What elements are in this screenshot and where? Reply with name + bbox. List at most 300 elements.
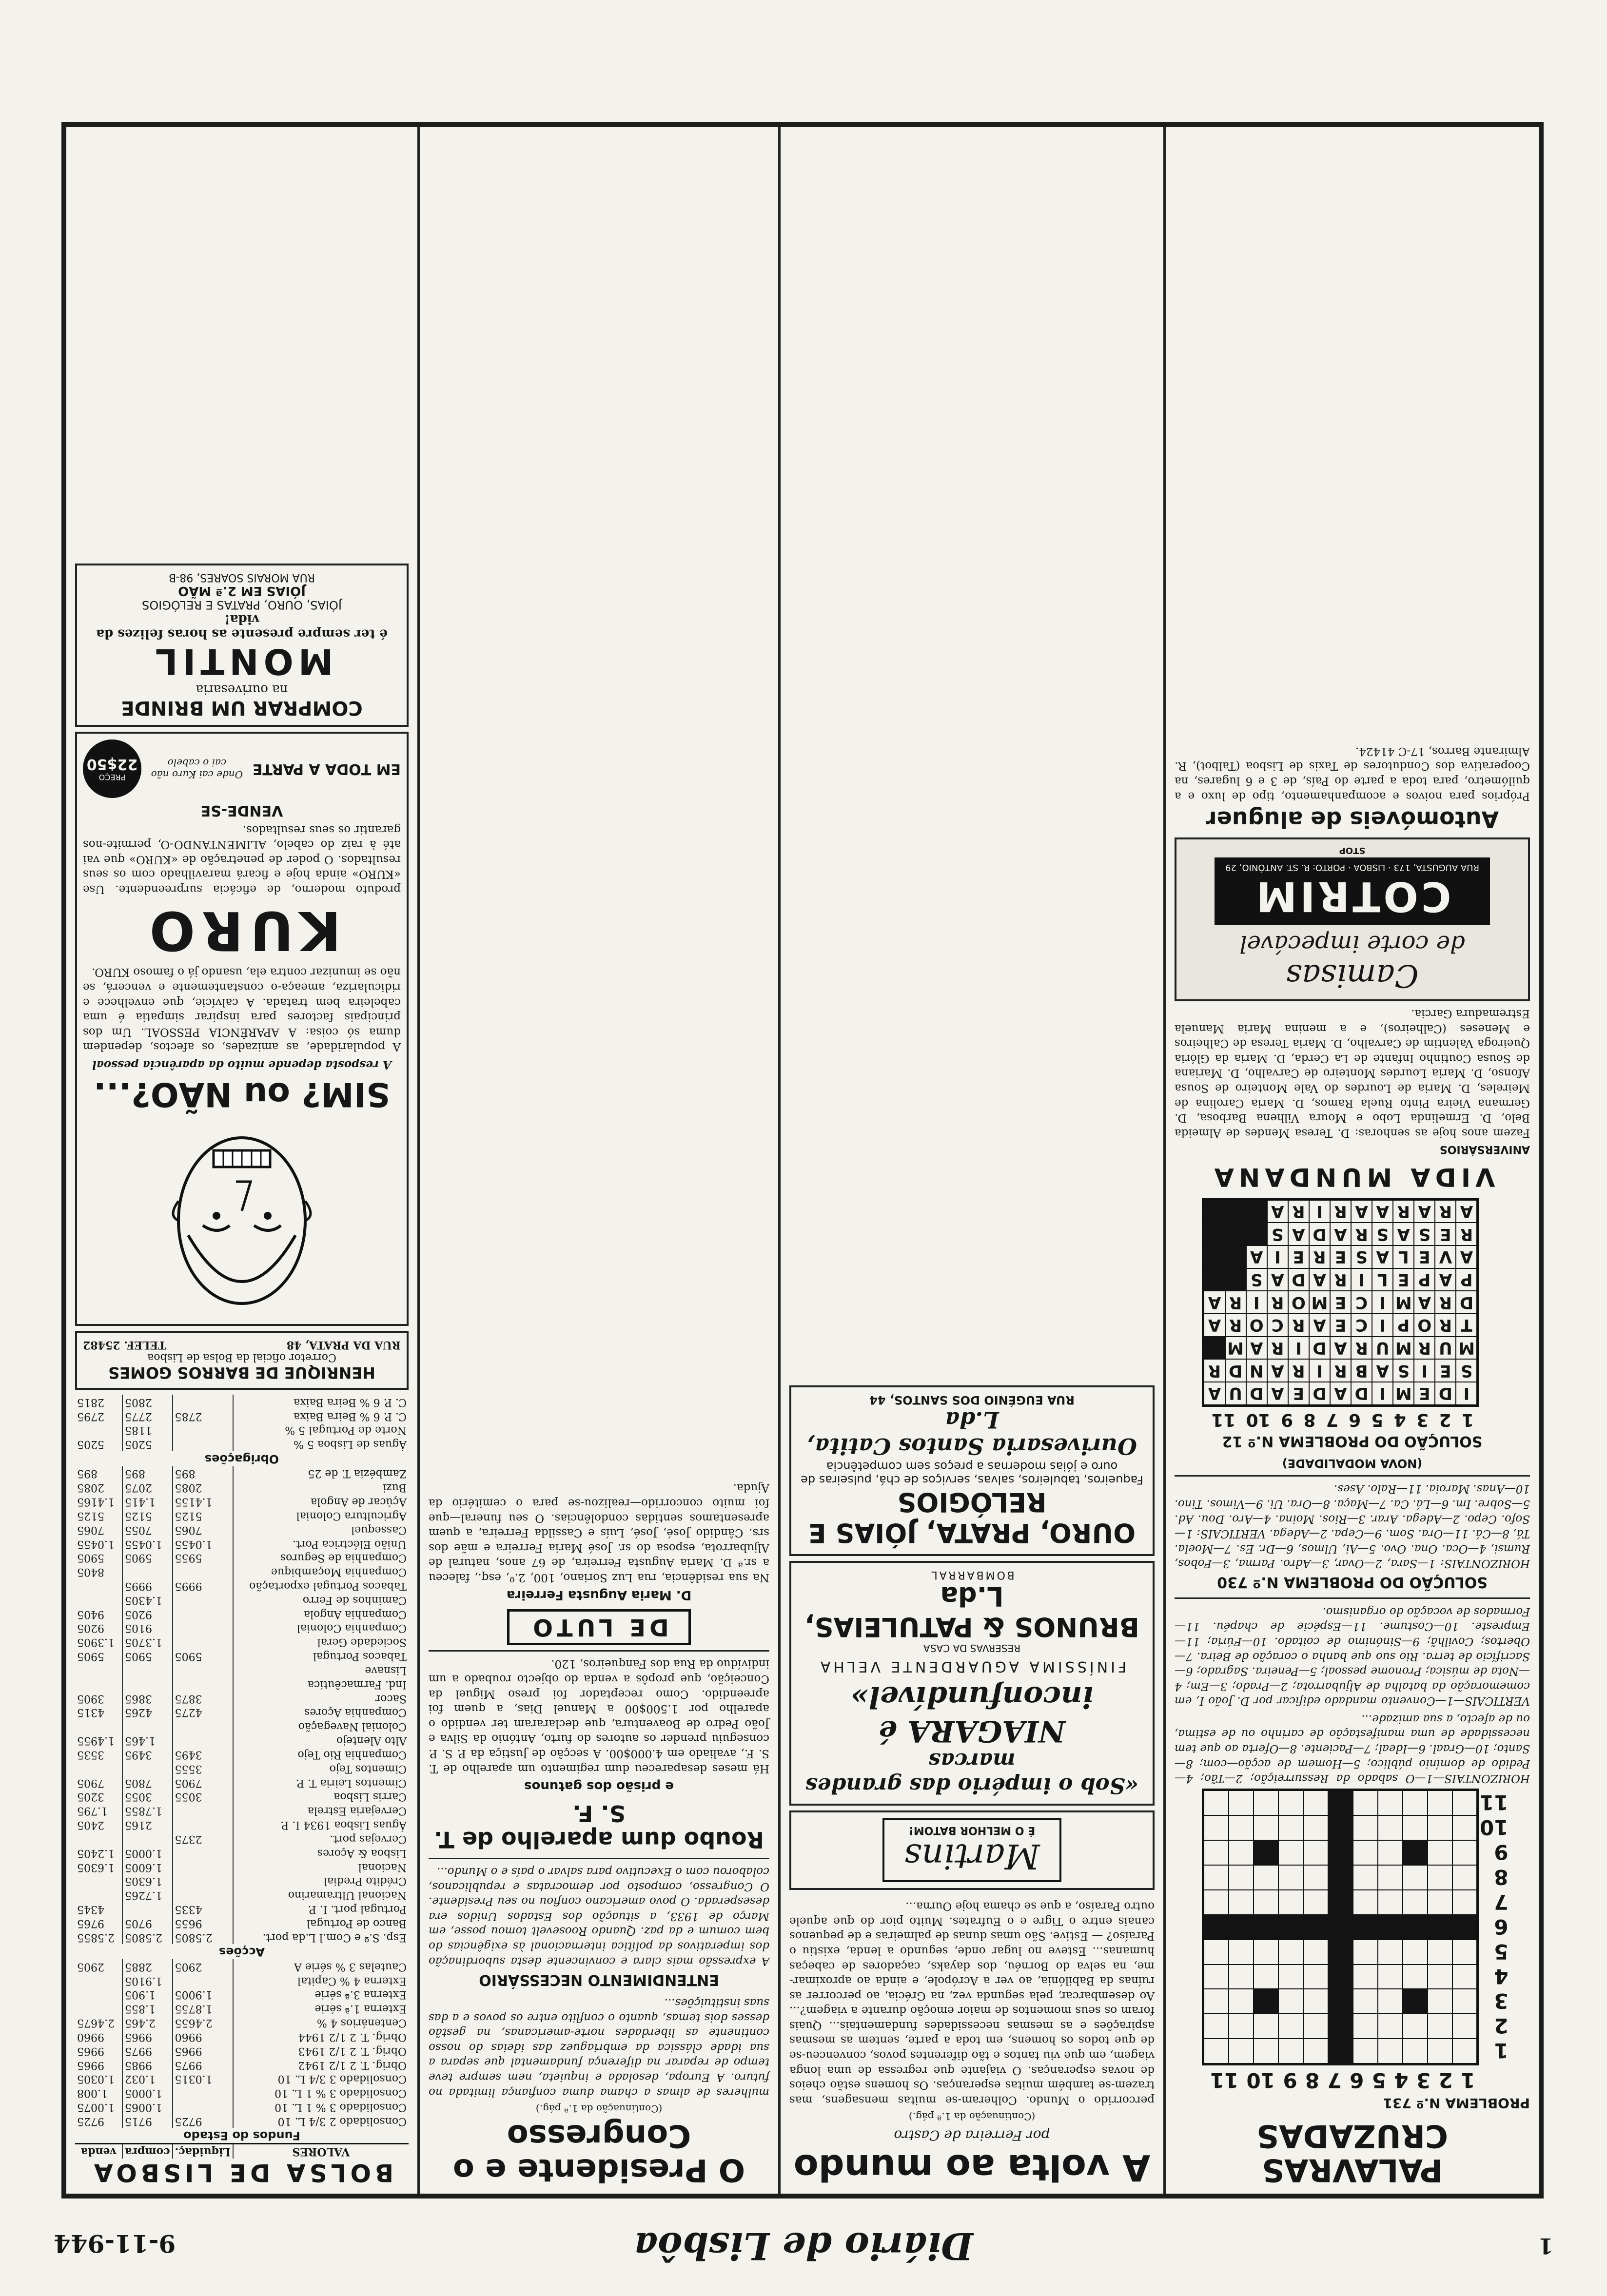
solution-12-cell: E — [1414, 1245, 1435, 1268]
solution-12-column-number: 4 — [1393, 1409, 1406, 1430]
bolsa-price: 1.3905 — [77, 1636, 115, 1649]
crossword-column-number: 2 — [1438, 2068, 1453, 2093]
bolsa-price: 1.415 — [122, 1494, 173, 1508]
solution-12-cell: D — [1456, 1291, 1477, 1314]
broker-phone: TELEF. 25482 — [83, 1338, 166, 1351]
cotrim-address: RUA AUGUSTA, 173 · LISBOA · PORTO: R. ST. ANTÓNIO, 29 — [1225, 862, 1479, 873]
crossword-cell — [1452, 1865, 1477, 1890]
niagara-place: BOMBARRAL — [929, 1568, 1015, 1581]
solution-12-cell: R — [1330, 1268, 1351, 1291]
crossword-cell — [1254, 1915, 1278, 1940]
bolsa-price: 3865 — [122, 1691, 173, 1705]
solution-12-cell: A — [1267, 1359, 1288, 1382]
bolsa-price: 2405 — [77, 1819, 104, 1831]
bolsa-row — [75, 2114, 409, 2128]
crossword-cell — [1254, 2039, 1278, 2063]
crossword-731 — [1196, 1789, 1509, 2092]
solution-12-cell: I — [1267, 1245, 1288, 1268]
solution-12-cell: E — [1330, 1291, 1351, 1314]
bolsa-price: 7055 — [122, 1522, 173, 1537]
solution-12-cell: R — [1288, 1314, 1309, 1337]
crossword-cell — [1303, 1840, 1328, 1865]
crossword-cell — [1204, 1815, 1229, 1840]
bolsa-price: 1.9105 — [122, 1973, 173, 1987]
solution-12-cell: S — [1456, 1359, 1477, 1382]
bolsa-row — [75, 1803, 409, 1817]
crossword-cell — [1428, 2039, 1452, 2063]
bolsa-price: 7065 — [77, 1523, 104, 1536]
bolsa-price: 1.4955 — [77, 1734, 115, 1747]
crossword-cell — [1353, 1865, 1378, 1890]
crossword-cell — [1378, 1915, 1403, 1940]
bolsa-price: 1.0455 — [122, 1537, 173, 1551]
bolsa-security-name: Consolidado 3 % 1 L. 10 — [233, 2085, 409, 2100]
solution-12-cell: A — [1246, 1337, 1267, 1360]
bolsa-price: 2815 — [77, 1396, 104, 1408]
bolsa-price: 9965 — [173, 2043, 233, 2058]
solution-12-cell: A — [1204, 1382, 1225, 1405]
solution-12-cell: S — [1414, 1223, 1435, 1245]
crossword-row-number: 3 — [1494, 1989, 1509, 2013]
solution-12-cell: L — [1372, 1268, 1393, 1291]
solution-12-cell: I — [1372, 1382, 1393, 1405]
crossword-cell — [1328, 1989, 1353, 2014]
bolsa-col-valores: VALORES — [233, 2144, 409, 2159]
solution-12-cell: M — [1309, 1291, 1330, 1314]
entendimento-text: A expressão mais clara e convincente desta subordinação dos imperativos da política internacional às exigências do bem comum e da paz. Quando Roosevelt tomou posse, em Março de 1933, a situação dos Estados Unidos era desesperada. O povo americano confiou no seu Presidente. O Congresso, composto por democratas e republicanos, colaborou com o Executivo para salvar o país e o Mundo... — [429, 1865, 769, 1967]
bolsa-row — [75, 1846, 409, 1860]
bolsa-price: 2905 — [173, 1959, 233, 1973]
crossword-cell — [1254, 1815, 1278, 1840]
crossword-cell — [1403, 1890, 1428, 1915]
bolsa-row — [75, 1649, 409, 1663]
solution-12-cell: I — [1309, 1200, 1330, 1223]
bolsa-price: 2085 — [77, 1481, 104, 1494]
bolsa-security-name: Obrig. T. 2 1/2 1942 — [233, 2058, 409, 2072]
bolsa-price: 1.032 — [122, 2072, 173, 2086]
crossword-cell — [1353, 1940, 1378, 1965]
bolsa-price: 4345 — [77, 1903, 104, 1916]
bolsa-security-name: Centenários 4 % — [233, 2015, 409, 2029]
solution-12-cell — [1225, 1200, 1246, 1223]
patisserie-script: Martins — [904, 1836, 1040, 1876]
patisserie-ad — [789, 1810, 1155, 1890]
solution-12-cell — [1204, 1268, 1225, 1291]
bolsa-security-name: Águas de Lisboa 5 % — [233, 1437, 409, 1451]
bolsa-row — [75, 2001, 409, 2015]
bolsa-security-name: Zambézia T. de 25 — [233, 1466, 409, 1480]
bolsa-row — [75, 1902, 409, 1916]
bolsa-security-name: Banco de Portugal — [233, 1916, 409, 1930]
solution-12-cell: R — [1456, 1223, 1477, 1245]
solution-12-cell: A — [1246, 1245, 1267, 1268]
bolsa-price: 1.7855 — [122, 1803, 173, 1817]
crossword-cell — [1278, 1790, 1303, 1815]
solution-12-cell: R — [1435, 1314, 1456, 1337]
bolsa-price: 5905 — [122, 1649, 173, 1663]
bolsa-price: 2885 — [122, 1959, 173, 1973]
bolsa-price: 3875 — [173, 1691, 233, 1705]
bolsa-row — [75, 1860, 409, 1874]
bolsa-security-name: Cervejas port. — [233, 1831, 409, 1846]
bolsa-row — [75, 1551, 409, 1565]
crossword-cell — [1428, 1940, 1452, 1965]
divider — [1175, 1475, 1530, 1477]
kuro-caption: Onde cai Kuro não cai o cabelo — [151, 757, 243, 781]
solution-12-cell: U — [1225, 1382, 1246, 1405]
crossword-cell — [1428, 1790, 1452, 1815]
bolsa-price: 2375 — [173, 1831, 233, 1846]
crossword-cell — [1328, 1890, 1353, 1915]
crossword-column-number: 3 — [1416, 2068, 1431, 2093]
bolsa-row — [75, 1817, 409, 1831]
cotrim-logo-block — [1215, 857, 1490, 925]
patisserie-logo-box — [882, 1818, 1061, 1882]
bolsa-price — [173, 1634, 233, 1649]
bolsa-price: 5905 — [122, 1551, 173, 1565]
divider — [429, 1858, 769, 1859]
solution-12-column-numbers — [1206, 1410, 1479, 1430]
bolsa-row — [75, 1973, 409, 1987]
bolsa-price: 2.5805 — [173, 1930, 233, 1944]
bolsa-col-compra: compra — [122, 2144, 173, 2159]
bolsa-row — [75, 2072, 409, 2086]
bolsa-security-name: Colonial Navegação — [233, 1719, 409, 1733]
sim-nao-title: SIM? ou NÃO?... — [93, 1074, 391, 1113]
montil-line1: COMPRAR UM BRINDE — [121, 697, 363, 720]
solution-12-cell: U — [1435, 1337, 1456, 1360]
bolsa-price: 9725 — [77, 2115, 104, 2127]
crossword-cell — [1229, 1940, 1254, 1965]
bolsa-price: 1.0315 — [173, 2072, 233, 2086]
crossword-vertical-clues: VERTICAIS—1—Convento mandado edificar por D. João I, em comemoração da batalha de Aljubarrota; 2—Prado; 3—Em; 4—Nota de música; Pronome pessoal; 5—Peneira. Sagrado; 6—Sacrifício de terra. Rio suo que banha o coração de Beira. 7—Obertos; Covilhã; 9—Sinónimo de coitado. 10—Fúria; 11—Empreste. 10—Costume. 11—Espécie de chapéu. 11—Formados de vocação do organismo. — [1175, 1605, 1530, 1708]
montil-line5: JÓIAS EM 2.ª MÃO — [178, 584, 306, 599]
ourivesaria-address: RUA EUGÉNIO DOS SANTOS, 44 — [869, 1393, 1075, 1407]
bolsa-row — [75, 1887, 409, 1902]
solution-12-column-number: 10 — [1246, 1409, 1271, 1430]
bolsa-security-name: Buzi — [233, 1480, 409, 1494]
crossword-cell — [1378, 1865, 1403, 1890]
bolsa-price: 2.4655 — [173, 2015, 233, 2029]
divider — [1175, 1597, 1530, 1599]
bolsa-col-venda: venda — [75, 2144, 122, 2159]
bolsa-price: 5905 — [173, 1649, 233, 1663]
news-column — [417, 127, 778, 2194]
bolsa-row — [75, 1761, 409, 1775]
bolsa-security-name: Esp. S.º e Com.l L.da port. — [233, 1930, 409, 1944]
bolsa-security-name: Açúcar de Angola — [233, 1494, 409, 1508]
solution-12-cell: R — [1435, 1291, 1456, 1314]
cotrim-brand: COTRIM — [1253, 872, 1451, 920]
bolsa-security-name: Sociedade Geral — [233, 1634, 409, 1649]
solution-12-cell — [1246, 1223, 1267, 1245]
bolsa-price: 5125 — [77, 1509, 104, 1522]
bolsa-price: 5125 — [173, 1508, 233, 1522]
solution-12-cell — [1246, 1200, 1267, 1223]
bolsa-security-name: Caminhos de Ferro — [233, 1593, 409, 1607]
bolsa-price: 1.7265 — [122, 1887, 173, 1902]
crossword-cell — [1452, 2039, 1477, 2063]
roubo-title: Roubo dum aparelho de T. S. F. — [434, 1800, 764, 1853]
crossword-cell — [1254, 1840, 1278, 1865]
bolsa-security-name: Alto Alentejo — [233, 1733, 409, 1747]
crossword-cell — [1328, 1840, 1353, 1865]
bolsa-price — [122, 1761, 173, 1775]
bolsa-price: 2905 — [77, 1960, 104, 1973]
crossword-cell — [1353, 1989, 1378, 2014]
solution-12-cell: A — [1309, 1268, 1330, 1291]
crossword-cell — [1278, 1815, 1303, 1840]
bolsa-price — [173, 1437, 233, 1451]
bolsa-security-name: Carris Lisboa — [233, 1790, 409, 1804]
kuro-price-badge — [83, 739, 141, 798]
bolsa-price: 2.5855 — [77, 1931, 115, 1944]
crossword-row-number: 10 — [1480, 1815, 1509, 1840]
crossword-column-number: 6 — [1350, 2068, 1364, 2093]
crossword-column-numbers — [1206, 2068, 1479, 2092]
bolsa-security-name: Tabacos Portugal — [233, 1649, 409, 1663]
solution-12-cell: E — [1330, 1314, 1351, 1337]
kuro-brand: KURO — [142, 899, 341, 962]
broker-ad — [75, 1331, 409, 1390]
crossword-cell — [1278, 1915, 1303, 1940]
bolsa-price: 1.465 — [122, 1733, 173, 1747]
crossword-cell — [1303, 1965, 1328, 1989]
bolsa-row — [75, 2085, 409, 2100]
bolsa-price — [75, 1874, 122, 1888]
bolsa-price — [122, 1902, 173, 1916]
solution-12-cell: A — [1351, 1200, 1372, 1223]
crossword-cell — [1204, 1890, 1229, 1915]
bolsa-row — [75, 1987, 409, 2002]
bolsa-security-name: União Eléctrica Port. — [233, 1537, 409, 1551]
bolsa-price — [173, 1663, 233, 1677]
niagara-line3: FINÍSSIMA AGUARDENTE VELHA — [817, 1657, 1127, 1675]
broker-name: HENRIQUE DE BARROS GOMES — [108, 1363, 375, 1382]
crossword-cell — [1378, 1940, 1403, 1965]
bolsa-price: 3905 — [77, 1692, 104, 1705]
crossword-row-number: 4 — [1494, 1964, 1509, 1988]
crossword-cell — [1353, 1915, 1378, 1940]
crossword-cell — [1378, 2014, 1403, 2039]
bolsa-row — [75, 1790, 409, 1804]
crossword-row-number: 11 — [1480, 1790, 1509, 1815]
crossword-cell — [1428, 1915, 1452, 1940]
solution-12-cell: M — [1225, 1337, 1246, 1360]
bolsa-price: 1.0075 — [77, 2101, 115, 2114]
solution-12-cell: E — [1435, 1223, 1456, 1245]
bolsa-security-name: Companhia de Seguros — [233, 1551, 409, 1565]
bolsa-price — [173, 2100, 233, 2114]
bolsa-price: 3205 — [77, 1790, 104, 1803]
bolsa-price: 4275 — [173, 1705, 233, 1719]
crossword-cell — [1378, 1965, 1403, 1989]
solution-12-cell: I — [1456, 1382, 1477, 1405]
bolsa-price — [173, 1733, 233, 1747]
solution-12-cell — [1225, 1245, 1246, 1268]
solution-12-cell: E — [1288, 1245, 1309, 1268]
crossword-cell — [1428, 2014, 1452, 2039]
bolsa-row — [75, 1677, 409, 1691]
crossword-row-number: 9 — [1494, 1840, 1509, 1865]
crossword-cell — [1278, 1965, 1303, 1989]
bolsa-price: 1.0455 — [173, 1537, 233, 1551]
solution-12-cell: E — [1414, 1382, 1435, 1405]
solution-12-cell: D — [1309, 1223, 1330, 1245]
bolsa-price: 3055 — [122, 1790, 173, 1804]
crossword-cell — [1303, 1940, 1328, 1965]
bolsa-price: 1.0065 — [122, 2100, 173, 2114]
bolsa-col-liquidacao: Liquidaç. — [173, 2144, 233, 2159]
bolsa-price: 9995 — [122, 1578, 173, 1593]
bolsa-security-name: C. P. 6 % Beira Baixa — [233, 1409, 409, 1423]
solution-12-cell: N — [1246, 1359, 1267, 1382]
bolsa-price: 3055 — [173, 1790, 233, 1804]
bolsa-section-row — [75, 2128, 409, 2144]
crossword-cell — [1229, 1865, 1254, 1890]
bolsa-price: 1.4155 — [173, 1494, 233, 1508]
crossword-cell — [1278, 1940, 1303, 1965]
sim-nao-body: A popularidade, as amizades, os afectos, dependem duma só coisa: A APARÊNCIA PESSOAL. Um dos principais factores para inspirar simpatia é uma cabeleira bem tratada. A calvície, que envelhece e ridiculariza, ameaça-o constantemente e vencerá, se não se imunizar contra ela, usando já o famoso KURO. — [83, 966, 401, 1053]
bolsa-price — [173, 1677, 233, 1691]
bolsa-security-name: Companhia Colonial — [233, 1621, 409, 1635]
bolsa-row — [75, 1747, 409, 1761]
solution-12-cell: E — [1393, 1268, 1414, 1291]
bolsa-price: 1.6305 — [77, 1861, 115, 1873]
bolsa-price — [173, 1846, 233, 1860]
crossword-cell — [1353, 1840, 1378, 1865]
portrait-wrap — [83, 1113, 401, 1318]
crossword-cell — [1353, 2014, 1378, 2039]
bolsa-price: 9405 — [77, 1608, 104, 1620]
crossword-cell — [1328, 1815, 1353, 1840]
bolsa-security-name: Companhia Açores — [233, 1705, 409, 1719]
crossword-cell — [1452, 1790, 1477, 1815]
crossword-row-number: 2 — [1494, 2014, 1509, 2038]
solution-12-cell: L — [1393, 1245, 1414, 1268]
bolsa-price: 1.4165 — [77, 1496, 115, 1508]
bolsa-column — [66, 127, 417, 2194]
crossword-cell — [1353, 1790, 1378, 1815]
crossword-cell — [1254, 1865, 1278, 1890]
bolsa-price: 7065 — [173, 1522, 233, 1537]
bolsa-row — [75, 1593, 409, 1607]
bolsa-price: 2165 — [122, 1817, 173, 1831]
bolsa-price: 2795 — [77, 1410, 104, 1422]
crossword-cell — [1204, 1840, 1229, 1865]
bolsa-price: 1.4305 — [122, 1593, 173, 1607]
crossword-cell — [1204, 1965, 1229, 1989]
crossword-cell — [1452, 1989, 1477, 2014]
bolsa-row — [75, 1874, 409, 1888]
ourivesaria-brand: Ourivesaria Santos Catita, L.da — [807, 1406, 1137, 1459]
bolsa-row — [75, 1831, 409, 1846]
cotrim-script-1: Camisas — [1286, 957, 1419, 993]
solution-12-cell: A — [1267, 1382, 1288, 1405]
solution-12-cell: M — [1393, 1291, 1414, 1314]
bolsa-row — [75, 1409, 409, 1423]
bolsa-row — [75, 1733, 409, 1747]
bolsa-price: 4335 — [173, 1902, 233, 1916]
bolsa-body — [75, 1395, 409, 2144]
bolsa-row — [75, 1663, 409, 1677]
crossword-cell — [1428, 1989, 1452, 2014]
bolsa-price: 9105 — [122, 1621, 173, 1635]
bolsa-price — [75, 2001, 122, 2015]
bolsa-price — [173, 1621, 233, 1635]
crossword-cell — [1204, 2014, 1229, 2039]
bolsa-price: 1.855 — [122, 2001, 173, 2015]
crossword-cell — [1428, 1815, 1452, 1840]
crossword-cell — [1403, 1915, 1428, 1940]
solution-12-cell: C — [1351, 1291, 1372, 1314]
solution-12-cell: M — [1456, 1337, 1477, 1360]
em-toda-a-parte: EM TODA A PARTE — [252, 760, 401, 778]
bolsa-row — [75, 2100, 409, 2114]
crossword-cell — [1229, 1915, 1254, 1940]
bolsa-row — [75, 1719, 409, 1733]
crossword-cell — [1278, 1989, 1303, 2014]
bolsa-table — [75, 1395, 409, 2159]
crossword-cell — [1254, 1890, 1278, 1915]
solution-12-cell: A — [1288, 1223, 1309, 1245]
bolsa-price: 4265 — [122, 1705, 173, 1719]
crossword-cell — [1452, 1890, 1477, 1915]
bolsa-price — [75, 1987, 122, 2002]
solution-12-cell — [1225, 1223, 1246, 1245]
solution-12-cell: V — [1435, 1245, 1456, 1268]
montil-line2: na ourivesaria — [196, 682, 288, 697]
crossword-cell — [1328, 2039, 1353, 2063]
bolsa-price — [75, 1423, 122, 1437]
bolsa-price: 895 — [122, 1466, 173, 1480]
crossword-column-number: 8 — [1305, 2068, 1320, 2093]
roubo-text: Há meses desapareceu dum regimento um aparelho de T. S. F., avaliado em 4.000$00. A secção de Justiça da P. S. P. conseguiu prender os autores do furto, António da Silva e João Pedro de Boaventura, que declararam ter vendido o aparelho por 1.500$00 a Manuel Dias, a quem foi apreendido. Como receptador foi preso Miguel da Conceição, que propôs a venda do objecto roubado a um indivíduo da Rua dos Fanqueiros, 120. — [429, 1657, 769, 1775]
bolsa-security-name: Companhia Moçambique — [233, 1564, 409, 1578]
solution-12-cell: D — [1351, 1382, 1372, 1405]
luto-banner — [429, 1609, 769, 1645]
bolsa-price — [173, 1593, 233, 1607]
crossword-row-number: 1 — [1494, 2039, 1509, 2063]
solution-12-cell: D — [1435, 1382, 1456, 1405]
crossword-cell — [1278, 1865, 1303, 1890]
crossword-cell — [1452, 1915, 1477, 1940]
bolsa-price: 1.6305 — [122, 1874, 173, 1888]
bolsa-price — [122, 1663, 173, 1677]
bolsa-row — [75, 2015, 409, 2029]
bolsa-security-name: Norte de Portugal 5 % — [233, 1423, 409, 1437]
broker-contacts — [83, 1339, 401, 1351]
solution-12-cell: R — [1267, 1337, 1288, 1360]
crossword-cell — [1303, 1790, 1328, 1815]
bolsa-price — [122, 1677, 173, 1691]
crossword-column-number: 9 — [1283, 2068, 1297, 2093]
crossword-cell — [1428, 1865, 1452, 1890]
bolsa-price: 2775 — [122, 1409, 173, 1423]
solution-12-cell: P — [1414, 1268, 1435, 1291]
bolsa-price: 9965 — [77, 2059, 104, 2071]
solution-12-cell: B — [1351, 1359, 1372, 1382]
crossword-cell — [1328, 1940, 1353, 1965]
bolsa-price: 9725 — [173, 2114, 233, 2128]
solution-730-title: SOLUÇÃO DO PROBLEMA N.º 730 — [1217, 1574, 1488, 1591]
crossword-cell — [1204, 1989, 1229, 2014]
crossword-cell — [1254, 1989, 1278, 2014]
solution-12-cell: R — [1351, 1223, 1372, 1245]
bolsa-price: 1.6005 — [122, 1860, 173, 1874]
sim-nao-ad — [75, 732, 409, 1326]
crossword-cell — [1229, 2014, 1254, 2039]
